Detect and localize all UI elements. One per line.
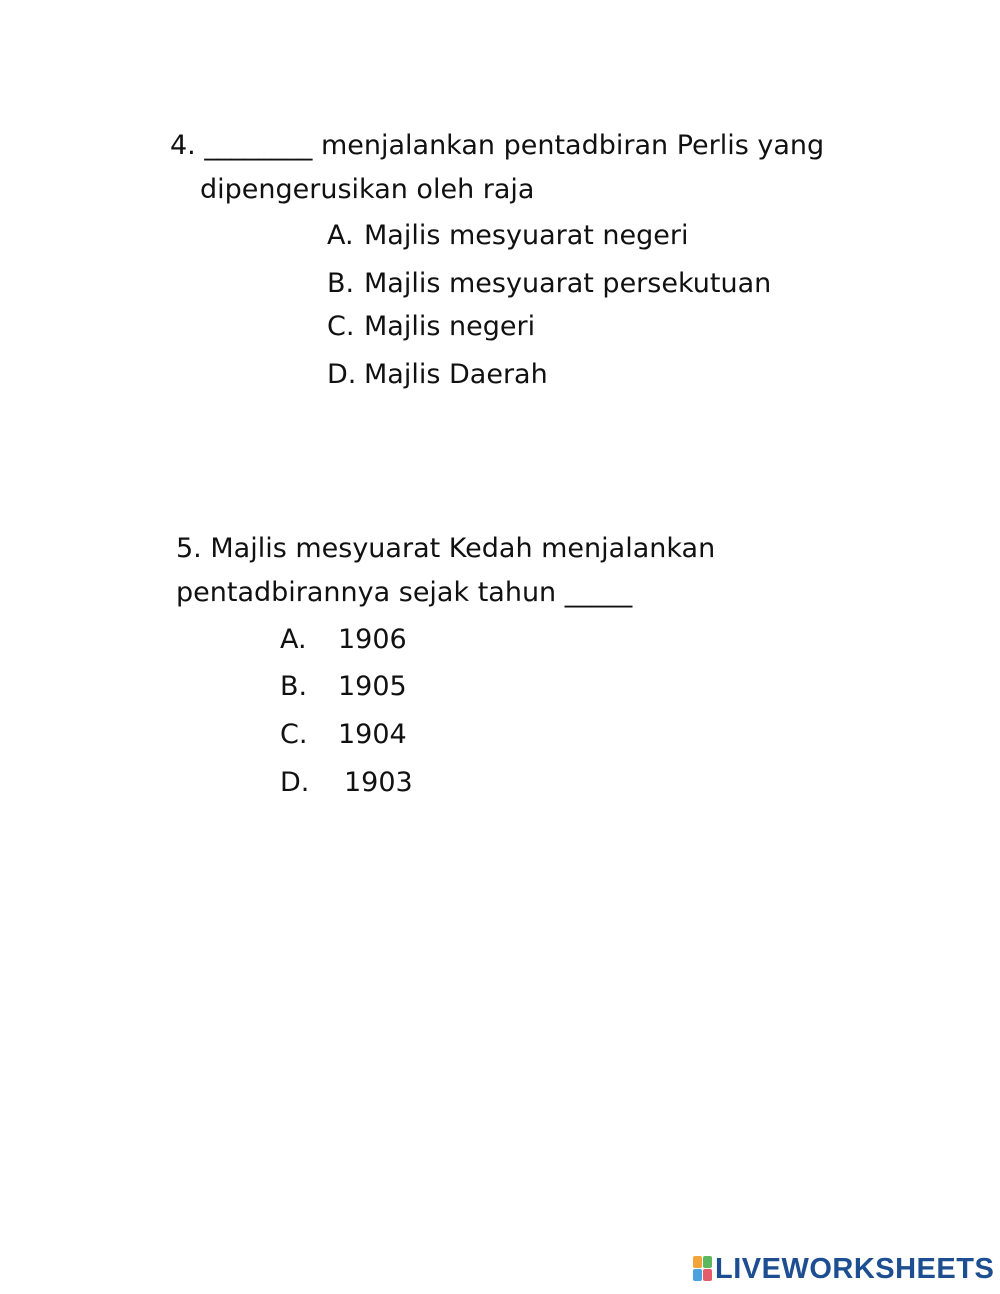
question-5-option-a[interactable] bbox=[280, 620, 407, 660]
option-text: 1905 bbox=[338, 671, 407, 702]
option-letter: B. bbox=[327, 268, 355, 299]
option-letter: A. bbox=[280, 624, 307, 655]
liveworksheets-logo bbox=[693, 1253, 994, 1285]
question-5-option-c[interactable] bbox=[280, 715, 407, 755]
question-5-option-b[interactable] bbox=[280, 667, 407, 707]
option-letter: A. bbox=[327, 220, 354, 251]
logo-square-4 bbox=[703, 1269, 712, 1281]
option-letter: D. bbox=[280, 767, 310, 798]
option-text: 1904 bbox=[338, 719, 407, 750]
question-5-text-line2: pentadbirannya sejak tahun bbox=[176, 577, 557, 608]
question-4-option-a[interactable] bbox=[327, 216, 689, 256]
option-text: Majlis mesyuarat negeri bbox=[364, 220, 689, 251]
question-4 bbox=[170, 124, 860, 212]
question-4-option-d[interactable] bbox=[327, 355, 548, 395]
question-4-blank: ________ bbox=[204, 130, 313, 161]
logo-text: LIVEWORKSHEETS bbox=[715, 1253, 995, 1285]
option-letter: C. bbox=[280, 719, 308, 750]
question-4-option-b[interactable] bbox=[327, 264, 771, 304]
question-5-option-d[interactable] bbox=[280, 763, 413, 803]
question-4-option-c[interactable] bbox=[327, 307, 535, 347]
option-text: 1906 bbox=[338, 624, 407, 655]
logo-icon bbox=[693, 1256, 713, 1282]
option-text: 1903 bbox=[344, 767, 413, 798]
option-text: Majlis Daerah bbox=[364, 359, 548, 390]
question-5-number: 5. bbox=[176, 533, 202, 564]
option-letter: C. bbox=[327, 311, 355, 342]
question-5-blank: _____ bbox=[564, 577, 633, 608]
option-text: Majlis mesyuarat persekutuan bbox=[364, 268, 772, 299]
option-letter: B. bbox=[280, 671, 308, 702]
question-4-number: 4. bbox=[170, 130, 196, 161]
logo-square-1 bbox=[693, 1256, 702, 1268]
option-letter: D. bbox=[327, 359, 357, 390]
question-5-text-line1: Majlis mesyuarat Kedah menjalankan bbox=[210, 533, 716, 564]
question-4-text-line2: dipengerusikan oleh raja bbox=[200, 174, 535, 205]
logo-square-2 bbox=[703, 1256, 712, 1268]
logo-square-3 bbox=[693, 1269, 702, 1281]
option-text: Majlis negeri bbox=[364, 311, 536, 342]
question-5 bbox=[176, 527, 796, 615]
question-4-text-line1: menjalankan pentadbiran Perlis yang bbox=[320, 130, 825, 161]
